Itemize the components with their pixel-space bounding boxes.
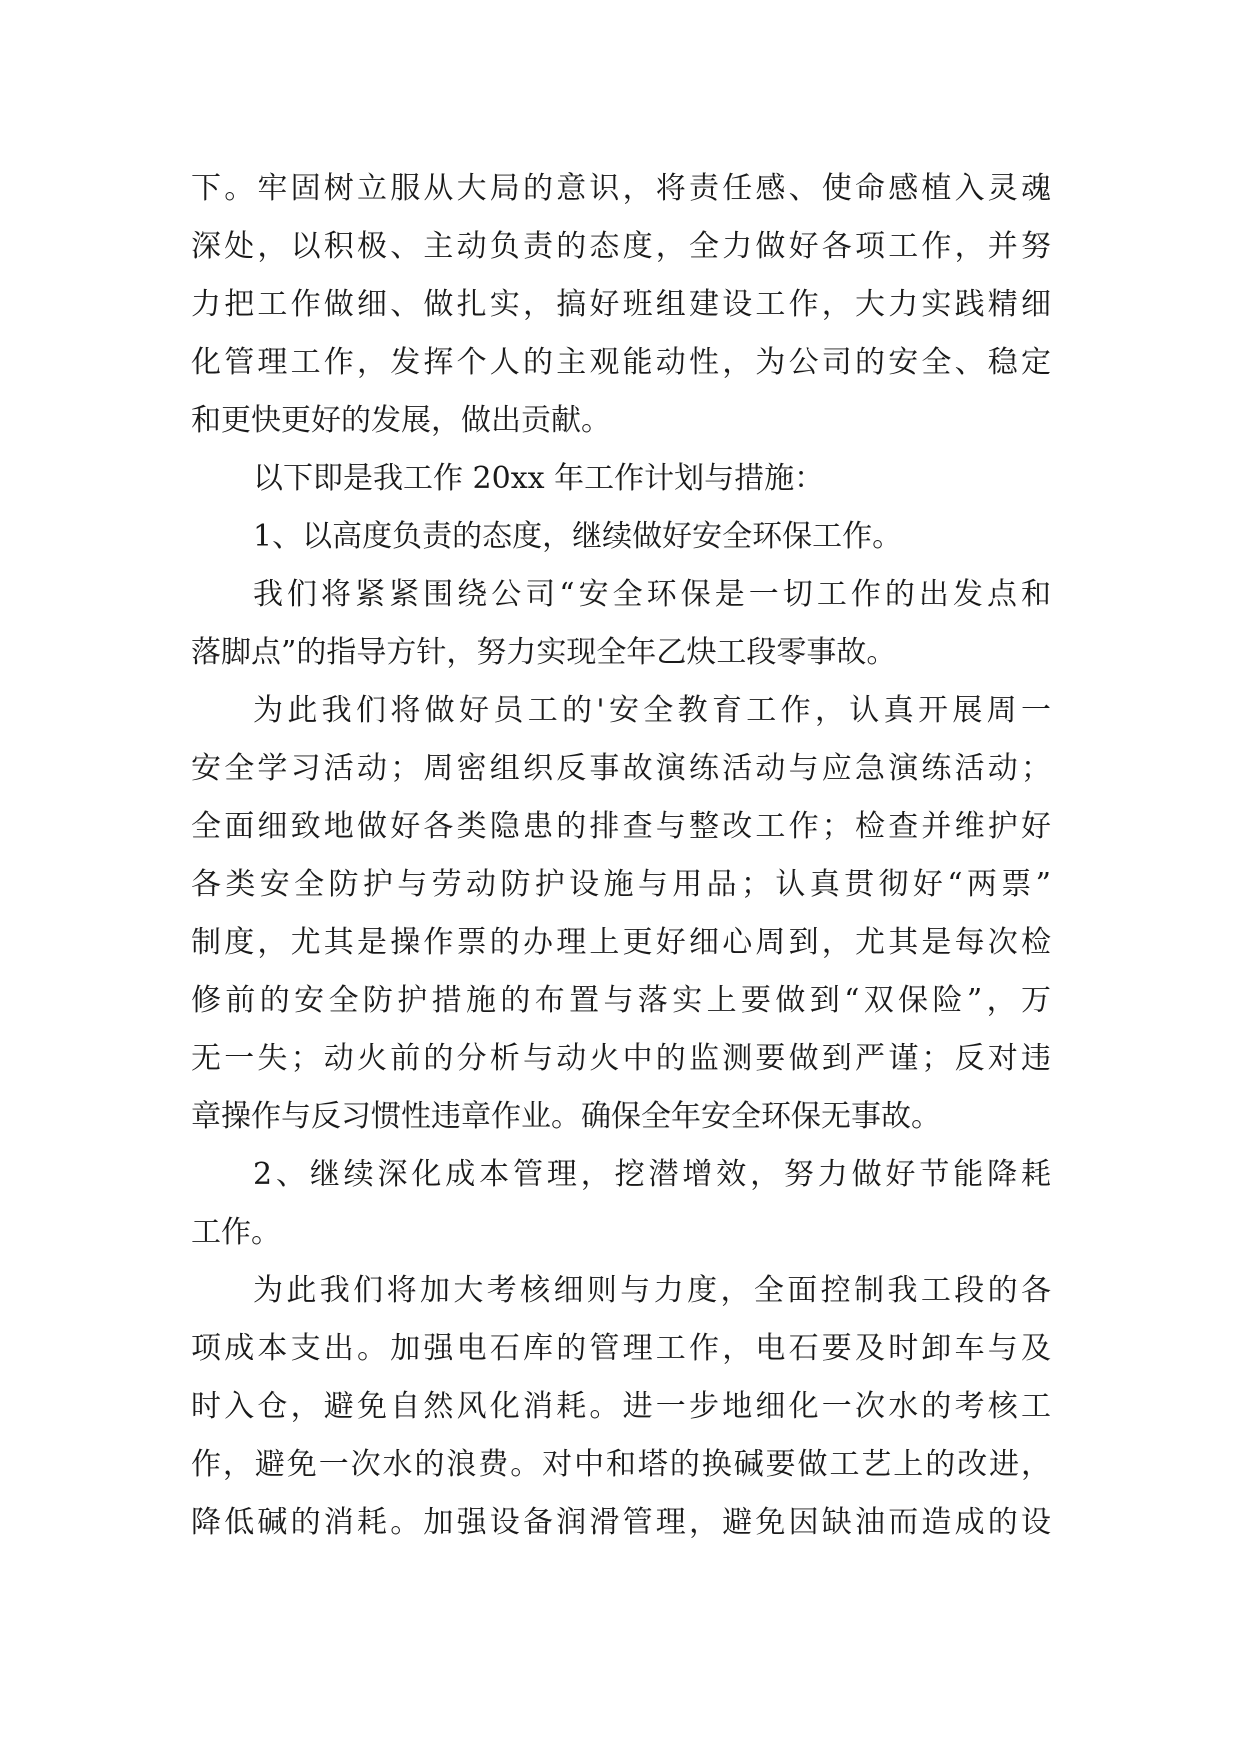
text-line: 降低碱的消耗。加强设备润滑管理，避免因缺油而造成的设 — [191, 1505, 1051, 1540]
text-line: 下。牢固树立服从大局的意识，将责任感、使命感植入灵魂 — [191, 171, 1051, 206]
text-line: 时入仓，避免自然风化消耗。进一步地细化一次水的考核工 — [191, 1389, 1051, 1424]
text-line: 为此我们将加大考核细则与力度，全面控制我工段的各 — [253, 1273, 1051, 1308]
text-line: 以下即是我工作 20xx 年工作计划与措施： — [253, 461, 825, 496]
text-line: 深处，以积极、主动负责的态度，全力做好各项工作，并努 — [191, 229, 1051, 264]
text-line: 工作。 — [191, 1215, 281, 1250]
text-line: 章操作与反习惯性违章作业。确保全年安全环保无事故。 — [191, 1099, 941, 1134]
text-line: 制度，尤其是操作票的办理上更好细心周到，尤其是每次检 — [191, 925, 1051, 960]
text-line: 为此我们将做好员工的'安全教育工作，认真开展周一 — [253, 693, 1051, 728]
text-line: 无一失；动火前的分析与动火中的监测要做到严谨；反对违 — [191, 1041, 1051, 1076]
text-line: 落脚点”的指导方针，努力实现全年乙炔工段零事故。 — [191, 635, 897, 670]
text-line: 修前的安全防护措施的布置与落实上要做到“双保险”，万 — [191, 983, 1051, 1018]
text-line: 2、继续深化成本管理，挖潜增效，努力做好节能降耗 — [253, 1157, 1051, 1192]
text-line: 项成本支出。加强电石库的管理工作，电石要及时卸车与及 — [191, 1331, 1051, 1366]
text-line: 力把工作做细、做扎实，搞好班组建设工作，大力实践精细 — [191, 287, 1051, 322]
text-line: 我们将紧紧围绕公司“安全环保是一切工作的出发点和 — [253, 577, 1051, 612]
text-line: 化管理工作，发挥个人的主观能动性，为公司的安全、稳定 — [191, 345, 1051, 380]
text-line: 各类安全防护与劳动防护设施与用品；认真贯彻好“两票” — [191, 867, 1051, 902]
text-line: 安全学习活动；周密组织反事故演练活动与应急演练活动； — [191, 751, 1051, 786]
text-line: 全面细致地做好各类隐患的排查与整改工作；检查并维护好 — [191, 809, 1051, 844]
text-line: 1、以高度负责的态度，继续做好安全环保工作。 — [253, 519, 903, 554]
document-body — [191, 160, 1051, 1552]
text-line: 作，避免一次水的浪费。对中和塔的换碱要做工艺上的改进， — [191, 1447, 1051, 1482]
text-line: 和更快更好的发展，做出贡献。 — [191, 403, 611, 438]
